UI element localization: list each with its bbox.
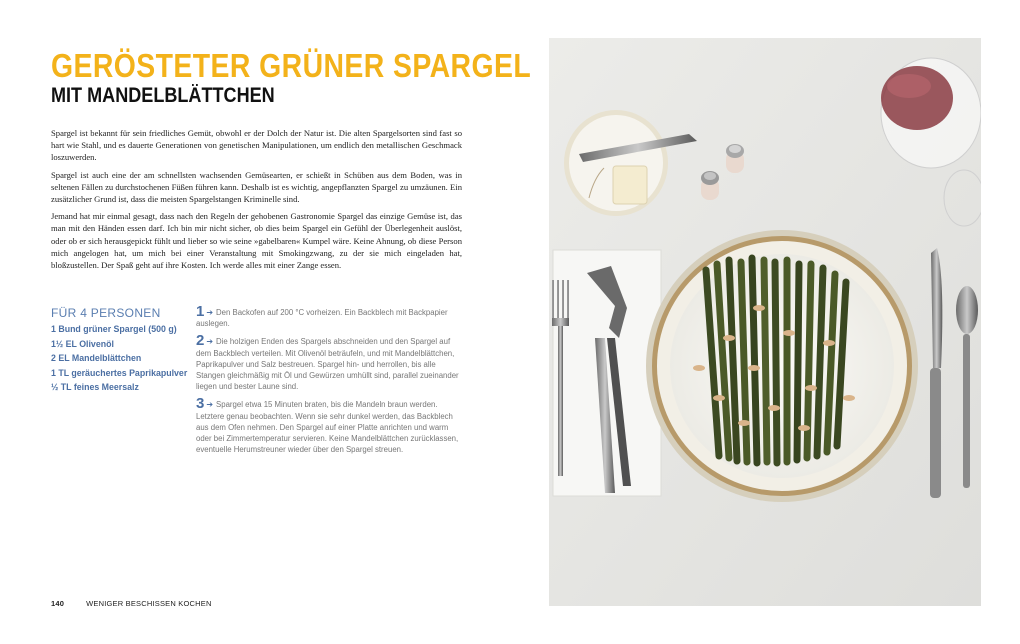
salt-shaker [726,144,744,173]
knife [930,248,942,498]
step-number: 1 [196,303,205,320]
butter-pat [613,166,647,204]
step-number: 2 [196,332,205,350]
step-number: 3 [196,395,205,413]
recipe-subtitle: MIT MANDELBLÄTTCHEN [51,84,275,107]
book-title: WENIGER BESCHISSEN KOCHEN [86,599,212,608]
recipe-title: GERÖSTETER GRÜNER SPARGEL [51,47,532,84]
pepper-shaker [701,171,719,200]
intro-paragraph: Spargel ist bekannt für sein friedliches Gemüt, obwohl er der Dolch der Natur ist. Die alten Spargelsorten sind fast so hart wie Stahl, und es dauerte Generationen von genetischen Manipulationen, um endlich den metallischen Geschmack loszuwerden. [51,128,462,163]
ingredient-item: ½ TL feines Meersalz [51,382,139,392]
ingredients-block [51,306,191,397]
servings-heading: FÜR 4 PERSONEN [51,306,161,320]
ingredient-item: 1½ EL Olivenöl [51,338,114,349]
ingredient-item: 1 Bund grüner Spargel (500 g) [51,324,177,334]
ingredient-item: 1 TL geräuchertes Paprikapulver [51,367,188,378]
steps-block [196,303,462,461]
step-text: Den Backofen auf 200 °C vorheizen. Ein Backblech mit Backpapier auslegen. [196,308,448,329]
page-footer [51,599,212,608]
ingredient-item: 2 EL Mandelblättchen [51,353,142,363]
page-number: 140 [51,599,65,608]
ingredient-list [51,324,191,393]
step-item [196,332,462,392]
dinner-plate [646,230,918,502]
intro-text [51,127,462,276]
step-item [196,303,462,329]
intro-paragraph: Spargel ist auch eine der am schnellsten wachsenden Gemüsearten, er schießt in Schüben aus dem Boden, was in seltenen Fällen zu durchstochenen Füßen führen kann. Deshalb ist es wichtig, angepflanzten Spargel zu umzäunen. Ein zusätzlicher Grund ist, dass die meisten Spargelstangen Kriminelle sind. [51,169,462,205]
arrow-right-icon: ➔ [206,337,214,347]
step-item [196,395,462,455]
arrow-right-icon: ➔ [206,308,214,317]
intro-paragraph: Jemand hat mir einmal gesagt, dass nach den Regeln der gehobenen Gastronomie Spargel das einzige Gemüse ist, das man mit den Händen essen darf. Ich bin mir nicht sicher, ob dies beim Spargel ein Gefühl der Überlegenheit auslöst, oder ob er sich herausgepickt fühlt und lieber so wie seine »gabelbaren« Kumpel wäre. Keine Ahnung, ob diese Person mich angelogen hat, um mich bei einer Veranstaltung mit Smokingzwang, zu der sie mich eingeladen hat, bloßzustellen. Der Spaß geht auf ihre Kosten. Ich werde alles mit einer Zange essen. [51,211,462,271]
arrow-right-icon: ➔ [206,400,214,410]
step-text: Die holzigen Enden des Spargels abschneiden und den Spargel auf dem Backblech verteilen. Mit Olivenöl beträufeln, und mit Mandelblättchen, Paprikapulver und Salz bestreuen. Spargel hin- und herrollen, bis alle Stangen gleichmäßig mit Öl und Gewürzen umhüllt sind, parallel zueinander liegen und bester Laune sind. [196,337,459,392]
step-text: Spargel etwa 15 Minuten braten, bis die Mandeln braun werden. Letztere genau beobachten. Wenn sie sehr dunkel werden, das Backblech aus dem Ofen nehmen. Den Spargel auf einer Platte anrichten und warm oder bei Zimmertemperatur servieren. Keine Mandelblättchen zurücklassen, eventuelle Herumstreuner wieder über den Spargel streuen. [196,400,459,455]
food-photo [549,38,981,606]
